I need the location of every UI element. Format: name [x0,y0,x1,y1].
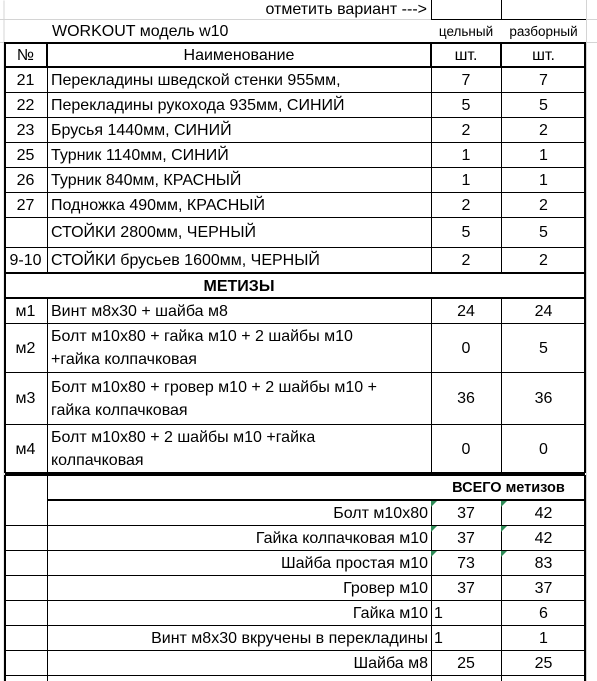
item-qty-whole: 5 [461,224,471,241]
item-num: 9-10 [9,252,42,269]
variant-row [0,0,597,19]
col-split-label: разборный [509,23,578,39]
item-qty-whole: 5 [461,96,471,114]
total-qty-whole: 37 [431,526,501,550]
error-marker-icon [431,526,437,532]
item-qty-split: 2 [539,252,548,269]
hardware-qty-split: 5 [539,339,548,357]
item-name: Подножка 490мм, КРАСНЫЙ [51,196,265,214]
table-row[interactable] [0,651,597,675]
table-row[interactable] [0,218,597,247]
item-num: 21 [16,71,35,89]
col-num-header: № [16,46,35,64]
hardware-qty-whole: 24 [457,302,475,320]
item-num: 25 [16,146,35,164]
sheet-title: WORKOUT модель w10 [52,22,229,40]
item-qty-split: 2 [539,196,548,214]
col-whole-label: цельный [438,23,494,39]
table-row[interactable] [0,425,597,473]
hardware-num: м3 [15,390,36,407]
hardware-qty-split: 36 [534,390,553,407]
item-qty-split: 5 [539,96,548,114]
hardware-name: Болт м10х80 + гровер м10 + 2 шайбы м10 + гайка колпачковая [51,378,377,419]
item-name: Турник 840мм, КРАСНЫЙ [51,171,242,189]
total-name: Болт м10х80 [333,504,428,522]
hardware-qty-whole: 36 [457,390,475,407]
item-qty-whole: 2 [461,121,471,139]
total-qty-split: 37 [534,579,553,597]
total-qty-split: 42 [501,501,586,525]
table-row[interactable] [0,551,597,575]
table-row[interactable] [0,143,597,167]
hardware-qty-whole: 0 [461,339,471,357]
mark-variant-label: отметить вариант ---> [265,1,427,18]
item-qty-split: 1 [539,171,548,189]
item-num: 27 [16,196,35,214]
total-qty-split: 42 [501,526,586,550]
item-num: 23 [16,121,35,139]
total-name: Гайка колпачковая м10 [255,529,428,547]
totals-title-row [0,476,597,500]
table-row[interactable] [0,118,597,142]
total-qty-whole: 25 [457,654,475,672]
item-name: Перекладины рукохода 935мм, СИНИЙ [51,96,345,114]
total-qty-split: 83 [501,551,586,575]
hardware-qty-split: 0 [539,440,548,458]
total-qty-split: 25 [534,654,553,672]
item-name: Брусья 1440мм, СИНИЙ [51,121,232,139]
title-row [0,20,597,42]
table-row[interactable] [0,373,597,424]
total-name: Шайба м8 [353,654,428,672]
item-name: СТОЙКИ 2800мм, ЧЕРНЫЙ [51,224,256,241]
item-qty-split: 1 [539,146,548,164]
table-row[interactable] [0,168,597,192]
item-num: 26 [16,171,35,189]
total-qty-split: 6 [539,604,548,622]
col-name-header: Наименование [183,46,295,64]
table-row[interactable] [0,526,597,550]
item-qty-whole: 2 [461,196,471,214]
total-name: Винт м8х30 вкручены в перекладины [151,629,428,647]
total-name: Шайба простая м10 [280,554,428,572]
hardware-num: м4 [15,440,36,458]
hardware-qty-split: 24 [534,302,553,320]
table-row[interactable] [0,68,597,92]
table-row[interactable] [0,193,597,217]
hardware-name: Болт м10х80 + гайка м10 + 2 шайбы м10 +гайка колпачковая [51,328,353,368]
totals-title: ВСЕГО метизов [452,480,565,496]
hardware-qty-whole: 0 [461,440,471,458]
table-row[interactable] [0,299,597,323]
total-qty-whole: 1 [434,629,443,647]
col-unit-whole-header: шт. [454,46,478,64]
column-header-row [0,43,597,67]
table-row[interactable] [0,501,597,525]
item-qty-whole: 1 [461,171,471,189]
hardware-title-row [0,274,597,298]
item-qty-whole: 2 [461,252,471,269]
table-row[interactable] [0,248,597,273]
table-row[interactable] [0,576,597,600]
item-name: СТОЙКИ брусьев 1600мм, ЧЕРНЫЙ [51,252,320,269]
error-marker-icon [431,551,437,557]
table-row[interactable] [0,601,597,625]
total-qty-whole: 37 [457,579,475,597]
error-marker-icon [501,526,507,532]
table-row[interactable] [0,626,597,650]
total-qty-split: 1 [539,629,548,647]
item-name: Турник 1140мм, СИНИЙ [51,146,229,164]
total-qty-whole: 37 [431,501,501,525]
col-unit-split-header: шт. [532,46,555,64]
variant-split-select-cell[interactable] [502,0,586,19]
item-qty-split: 5 [539,224,548,241]
table-row[interactable] [0,93,597,117]
error-marker-icon [501,501,507,507]
hardware-num: м1 [15,302,36,320]
total-name: Гайка м10 [352,604,428,622]
item-qty-whole: 7 [461,71,471,89]
variant-whole-select-cell[interactable] [432,0,501,19]
hardware-title: МЕТИЗЫ [203,277,275,295]
hardware-name: Винт м8х30 + шайба м8 [51,302,228,320]
table-row[interactable] [0,324,597,372]
total-qty-whole: 73 [431,551,501,575]
error-marker-icon [501,551,507,557]
hardware-num: м2 [15,339,36,357]
item-num [4,218,47,247]
error-marker-icon [431,501,437,507]
item-name: Перекладины шведской стенки 955мм, [51,71,341,89]
total-name: Гровер м10 [343,579,428,597]
hardware-name: Болт м10х80 + 2 шайбы м10 +гайка колпачковая [51,429,316,469]
total-qty-whole: 1 [434,604,443,622]
item-num: 22 [16,96,35,114]
item-qty-whole: 1 [461,146,471,164]
item-qty-split: 2 [539,121,548,139]
item-qty-split: 7 [539,71,548,89]
